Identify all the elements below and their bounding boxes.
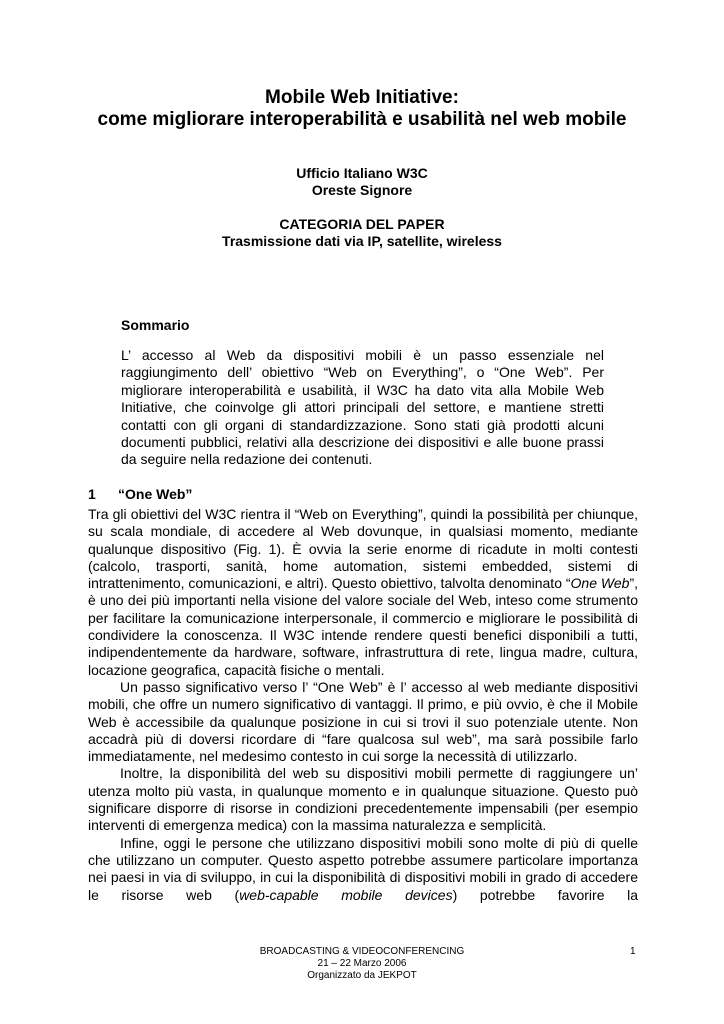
page-footer xyxy=(162,946,562,982)
title-line-2: come migliorare interoperabilità e usabilità nel web mobile xyxy=(97,109,627,130)
paragraph-text: ”, è uno dei più importanti nella visione del valore sociale del Web, inteso come strumento per facilitare la comunicazione interpersonale, il commercio e migliorare le possibilità di condividere la conoscenza. Il W3C intende rendere questi benefici disponibili a tutti, indipendentemente da hardware, software, infrastruttura di rete, lingua madre, cultura, locazione geografica, capacità fisiche o mentali. xyxy=(88,575,639,678)
section-body xyxy=(88,506,638,904)
body-paragraph-1 xyxy=(88,506,638,679)
paper-title xyxy=(60,87,664,131)
body-paragraph-4 xyxy=(88,835,638,904)
footer-date: 21 – 22 Marzo 2006 xyxy=(317,958,407,969)
summary-paragraph: L’ accesso al Web da dispositivi mobili è un passo essenziale nel raggiungimento dell’ obiettivo “Web on Everything”, o “One Web”. Per migliorare interoperabilità e usabilità, il W3C ha dato vita alla Mobile Web Initiative, che coinvolge gli attori principali del settore, e mantiene stretti contatti con gli organi di standardizzazione. Sono stati già prodotti alcuni documenti pubblici, relativi alla descrizione dei dispositivi e alle buone prassi da seguire nella redazione dei contenuti. xyxy=(121,347,604,468)
author-organization: Ufficio Italiano W3C xyxy=(296,165,428,181)
category-block xyxy=(60,216,664,250)
summary-heading: Sommario xyxy=(121,317,190,333)
emphasis-text: web-capable mobile devices xyxy=(239,886,453,903)
title-line-1: Mobile Web Initiative: xyxy=(265,87,459,108)
paragraph-text: ) potrebbe favorire la xyxy=(452,886,639,903)
emphasis-text: One Web xyxy=(570,575,630,592)
category-label: CATEGORIA DEL PAPER xyxy=(279,216,445,232)
author-block xyxy=(60,165,664,199)
summary-text xyxy=(121,347,604,469)
footer-event: BROADCASTING & VIDEOCONFERENCING xyxy=(259,946,465,957)
body-paragraph-2: Un passo significativo verso l’ “One Web” è l’ accesso al web mediante dispositivi mobili, che offre un numero significativo di vantaggi. Il primo, e più ovvio, è che il Mobile Web è accessibile da qualunque posizione in cui si trovi il suo potenziale utente. Non accadrà più di doversi ricordare di “fare qualcosa sul web”, ma sarà possibile farlo immediatamente, nel medesimo contesto in cui sorge la necessità di utilizzarlo. xyxy=(88,678,638,765)
paragraph-text: Infine, oggi le persone che utilizzano dispositivi mobili sono molte di più di quelle che utilizzano un computer. Questo aspetto potrebbe assumere particolare importanza nei paesi in via di sviluppo, in cui la disponibilità di dispositivi mobili in grado di accedere le risorse web ( xyxy=(88,834,638,903)
category-value: Trasmissione dati via IP, satellite, wireless xyxy=(222,233,502,249)
paragraph-text: Tra gli obiettivi del W3C rientra il “Web on Everything”, quindi la possibilità per chiunque, su scala mondiale, di accedere al Web dovunque, in qualsiasi momento, mediante qualunque dispositivo (Fig. 1). È ovvia la serie enorme di ricadute in molti contesti (calcolo, trasporti, sanità, home automation, sistemi embedded, sistemi di intrattenimento, comunicazioni, e altri). Questo obiettivo, talvolta denominato “ xyxy=(88,506,638,592)
section-heading xyxy=(88,486,192,502)
section-number: 1 xyxy=(88,486,96,502)
section-title: “One Web” xyxy=(118,486,193,502)
footer-organizer: Organizzato da JEKPOT xyxy=(307,970,417,981)
body-paragraph-3: Inoltre, la disponibilità del web su dispositivi mobili permette di raggiungere un’ utenza molto più vasta, in qualunque momento e in qualunque situazione. Questo può significare disporre di risorse in condizioni precedentemente impensabili (per esempio interventi di emergenza medica) con la massima naturalezza e semplicità. xyxy=(88,765,638,834)
page-number: 1 xyxy=(630,946,636,957)
author-name: Oreste Signore xyxy=(311,182,413,198)
